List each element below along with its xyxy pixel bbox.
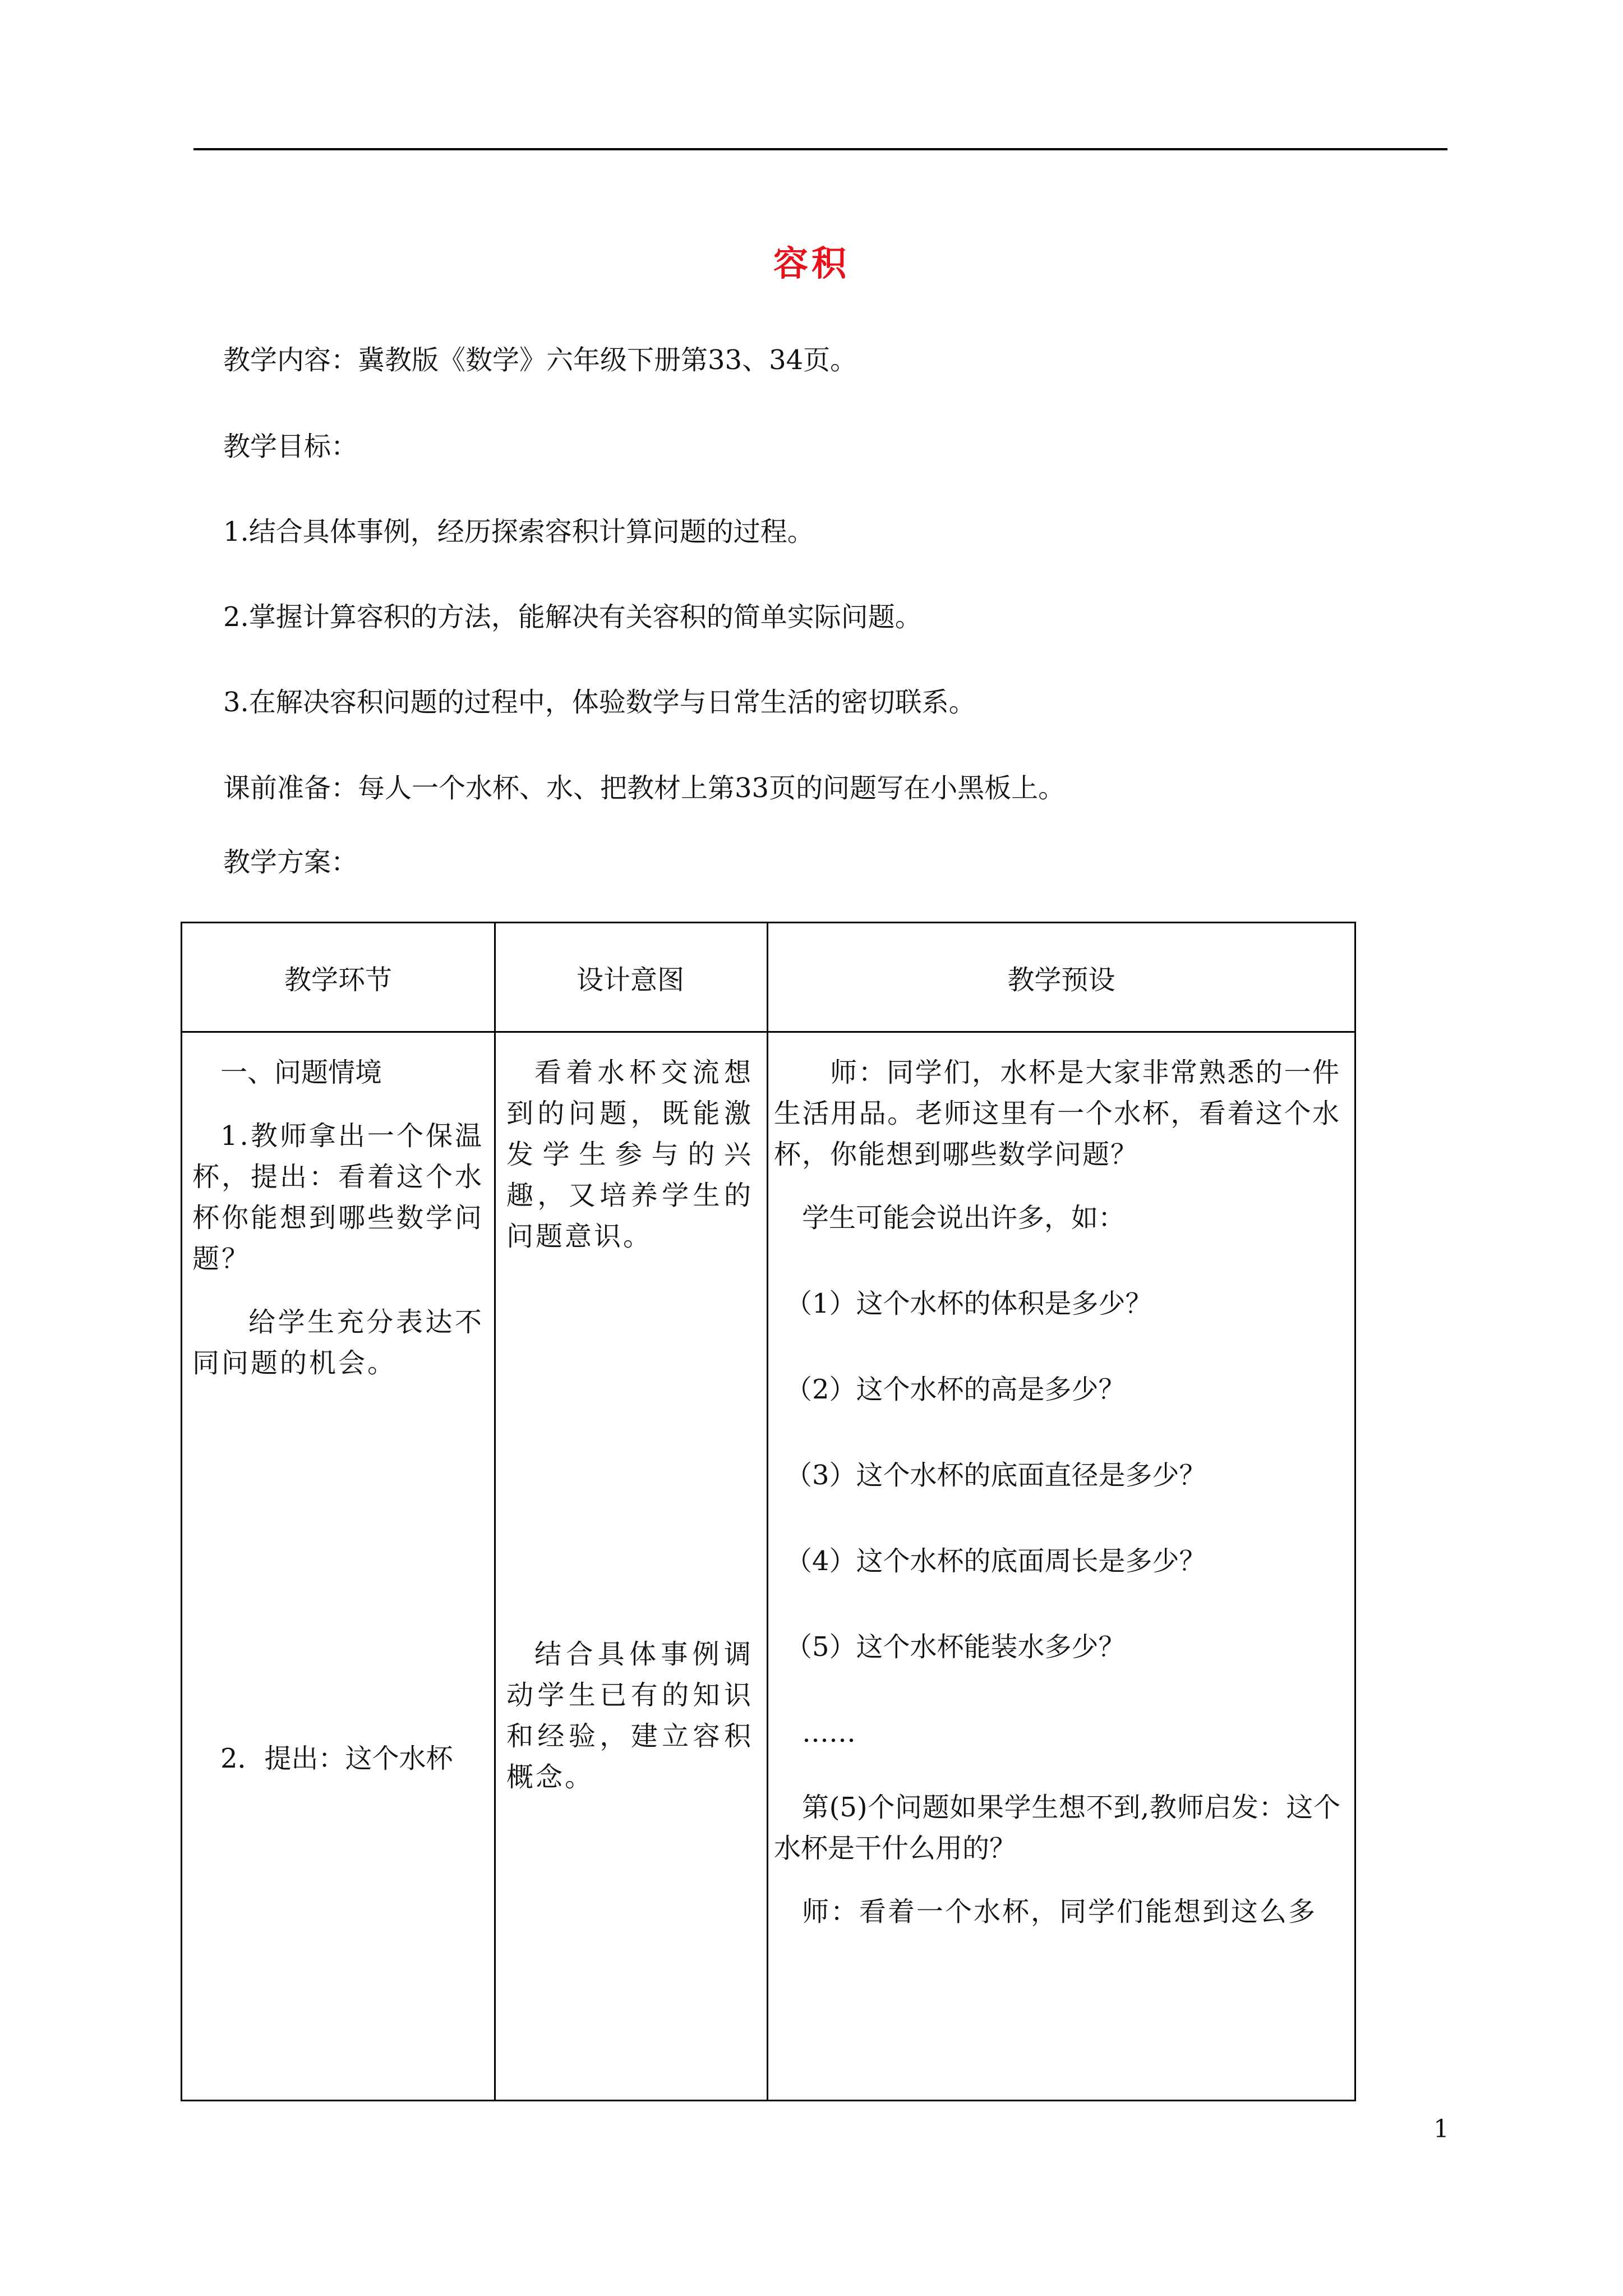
header-teaching-stage: 教学环节 — [284, 964, 392, 996]
stage-cell — [192, 1052, 485, 1774]
page-number: 1 — [1433, 2115, 1449, 2143]
step-2: 2．提出：这个水杯 — [220, 1743, 453, 1774]
header-divider — [182, 1031, 1354, 1033]
intent-cell — [506, 1052, 753, 1793]
teacher-line-2: 师：看着一个水杯，同学们能想到这么多 — [802, 1896, 1317, 1927]
column-divider — [494, 923, 496, 2100]
header-rule — [193, 148, 1447, 150]
page-title: 容积 — [773, 243, 850, 284]
column-divider — [767, 923, 768, 2100]
section-heading: 一、问题情境 — [220, 1057, 382, 1088]
teaching-content: 教学内容：冀教版《数学》六年级下册第33、34页。 — [223, 344, 857, 376]
teacher-hint: 第(5)个问题如果学生想不到,教师启发：这个水杯是干什么用的？ — [774, 1792, 1340, 1864]
goal-2: 2.掌握计算容积的方法，能解决有关容积的简单实际问题。 — [223, 601, 922, 633]
question-1: （1）这个水杯的体积是多少？ — [785, 1288, 1152, 1319]
step-note: 给学生充分表达不同问题的机会。 — [192, 1306, 484, 1379]
plan-cell — [774, 1052, 1340, 1932]
plan-heading: 教学方案： — [223, 846, 358, 878]
ellipsis: …… — [802, 1717, 856, 1749]
students-line: 学生可能会说出许多，如： — [802, 1202, 1126, 1234]
step-1: 1.教师拿出一个保温杯，提出：看着这个水杯你能想到哪些数学问题？ — [192, 1120, 485, 1274]
intent-1: 看着水杯交流想到的问题，既能激发学生参与的兴趣，又培养学生的问题意识。 — [506, 1057, 753, 1252]
goals-heading: 教学目标： — [223, 431, 358, 462]
question-5: （5）这个水杯能装水多少？ — [785, 1631, 1126, 1663]
question-3: （3）这个水杯的底面直径是多少？ — [785, 1460, 1206, 1491]
teacher-line-1: 师：同学们，水杯是大家非常熟悉的一件生活用品。老师这里有一个水杯，看着这个水杯，你能想到哪些数学问题？ — [774, 1057, 1340, 1170]
header-design-intent: 设计意图 — [576, 964, 684, 996]
goal-1: 1.结合具体事例，经历探索容积计算问题的过程。 — [223, 516, 814, 547]
intent-2: 结合具体事例调动学生已有的知识和经验，建立容积概念。 — [506, 1639, 753, 1793]
header-teaching-plan: 教学预设 — [1007, 964, 1115, 996]
preparation: 课前准备：每人一个水杯、水、把教材上第33页的问题写在小黑板上。 — [223, 772, 1066, 804]
question-2: （2）这个水杯的高是多少？ — [785, 1374, 1126, 1405]
question-4: （4）这个水杯的底面周长是多少？ — [785, 1545, 1206, 1577]
lesson-plan-table — [181, 922, 1356, 2101]
goal-3: 3.在解决容积问题的过程中，体验数学与日常生活的密切联系。 — [223, 687, 976, 718]
